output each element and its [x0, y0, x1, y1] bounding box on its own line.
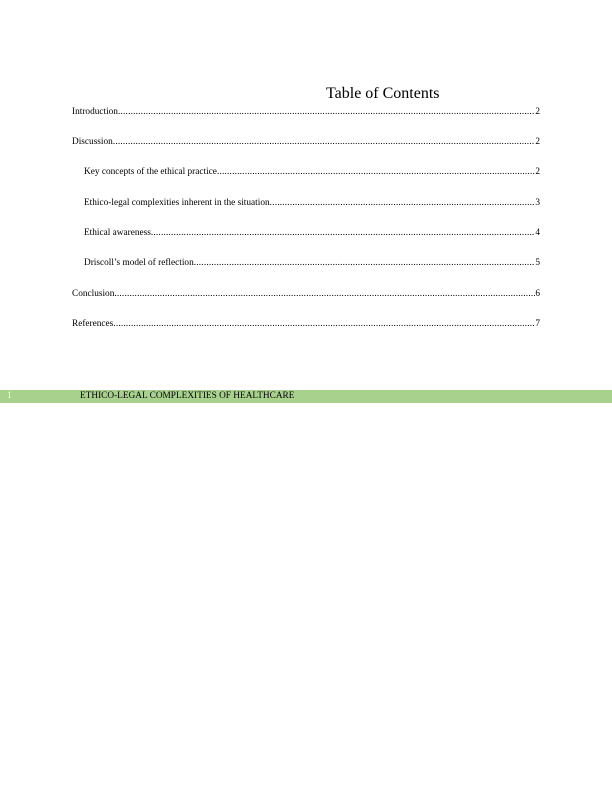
toc-entry-label: Discussion — [72, 137, 113, 147]
page-number: 1 — [7, 391, 12, 401]
toc-leader-dots — [217, 166, 535, 178]
toc-entry-page: 6 — [535, 289, 540, 299]
toc-entry-page: 4 — [535, 228, 540, 238]
running-head: ETHICO-LEGAL COMPLEXITIES OF HEALTHCARE — [80, 391, 295, 401]
toc-entry-label: Ethico-legal complexities inherent in the situation — [84, 198, 270, 208]
toc-entry-discussion[interactable] — [72, 134, 540, 148]
toc-entry-label: Driscoll’s model of reflection — [84, 258, 194, 268]
toc-leader-dots — [114, 288, 535, 300]
toc-entry-page: 2 — [535, 107, 540, 117]
toc-leader-dots — [113, 318, 535, 330]
toc-entry-label: Key concepts of the ethical practice — [84, 167, 217, 177]
page-header-band — [0, 390, 612, 403]
toc-leader-dots — [118, 106, 535, 118]
toc-entry-label: Conclusion — [72, 289, 115, 299]
toc-entry-page: 2 — [535, 137, 540, 147]
toc-leader-dots — [270, 197, 536, 209]
toc-entry-label: Ethical awareness — [84, 228, 151, 238]
toc-leader-dots — [194, 257, 536, 269]
toc-entry-conclusion[interactable] — [72, 286, 540, 300]
toc-entry-label: References — [72, 319, 114, 329]
toc-entry-page: 2 — [535, 167, 540, 177]
toc-entry-page: 7 — [535, 319, 540, 329]
toc-leader-dots — [151, 227, 535, 239]
toc-entry-page: 3 — [535, 198, 540, 208]
toc-entry-label: Introduction — [72, 107, 118, 117]
toc-entry-introduction[interactable] — [72, 104, 540, 118]
toc-title: Table of Contents — [326, 85, 440, 102]
toc-entry-references[interactable] — [72, 316, 540, 330]
toc-entry-key-concepts[interactable] — [84, 164, 540, 178]
toc-entry-page: 5 — [535, 258, 540, 268]
toc-entry-ethico-legal-complexities[interactable] — [84, 195, 540, 209]
toc-entry-driscoll-model[interactable] — [84, 255, 540, 269]
toc-leader-dots — [113, 136, 536, 148]
toc-entry-ethical-awareness[interactable] — [84, 225, 540, 239]
